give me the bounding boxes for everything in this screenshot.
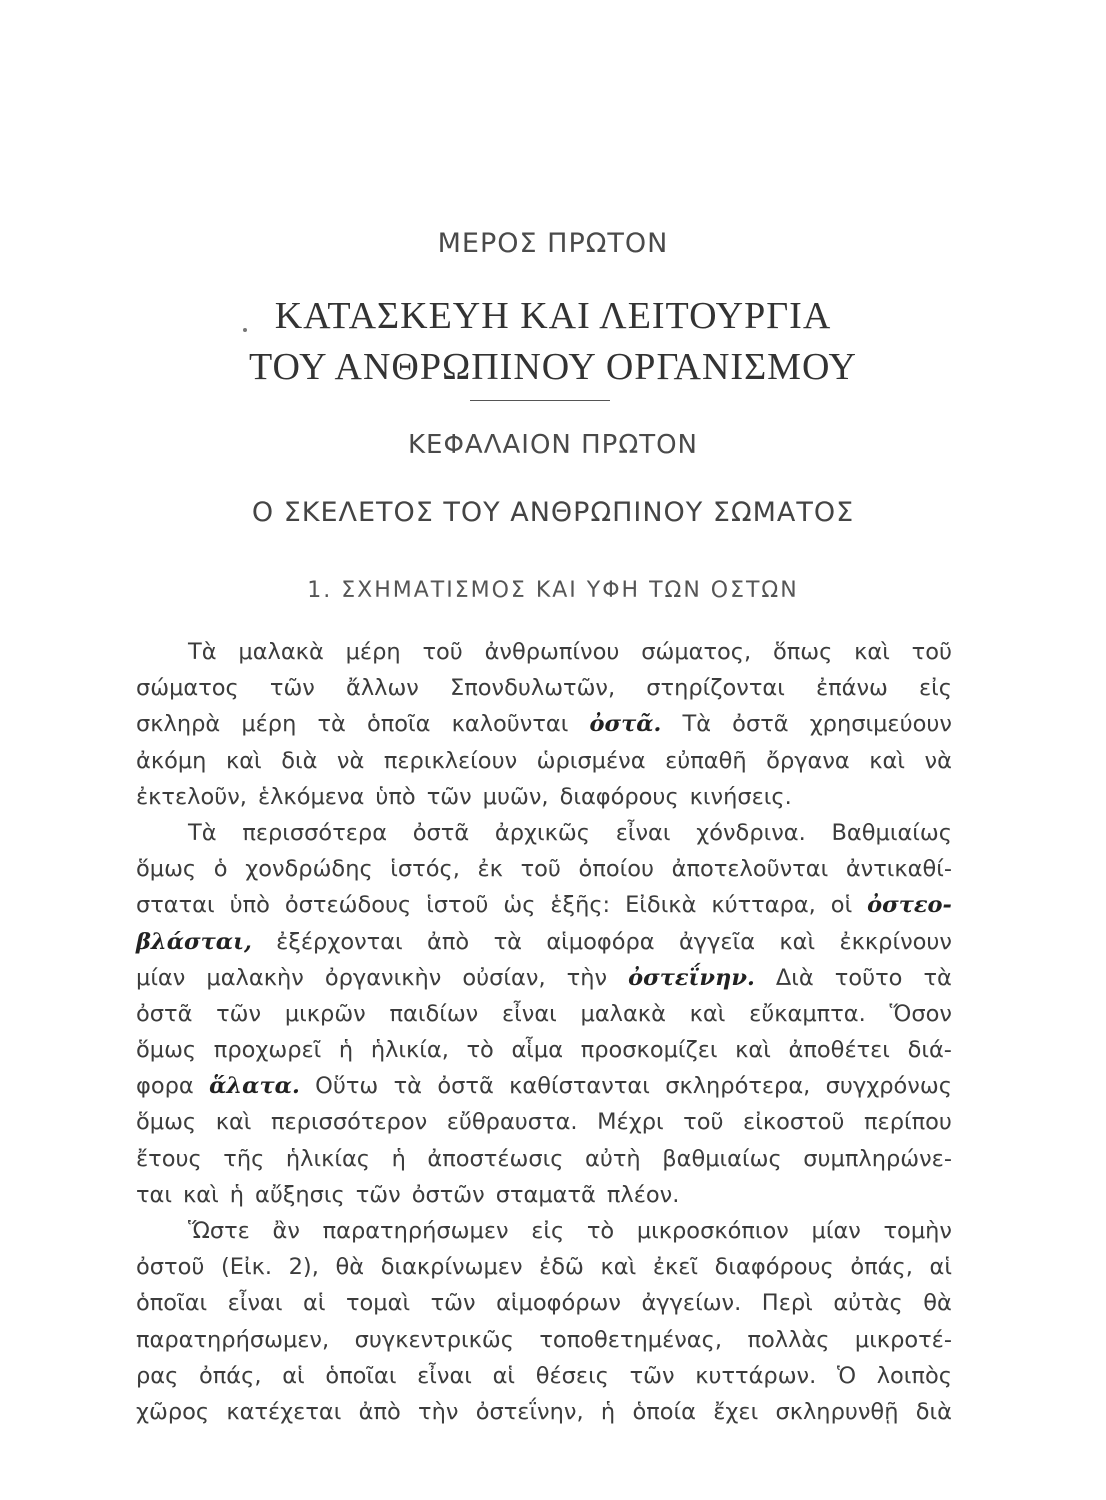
word: ἀγγείων.: [641, 1290, 742, 1317]
chapter-heading: ΚΕΦΑΛΑΙΟΝ ΠΡΩΤΟΝ: [407, 430, 699, 460]
word: αἱ: [929, 1254, 952, 1281]
word: διά-: [907, 1037, 952, 1064]
word: καὶ: [779, 928, 816, 955]
word: περικλείουν: [383, 747, 518, 774]
word: καὶ: [183, 1181, 219, 1208]
word: θὰ: [335, 1254, 365, 1281]
word: λοιπὸς: [876, 1362, 952, 1389]
text-line: [136, 670, 952, 706]
title-divider: [470, 400, 610, 401]
word: ἐκ: [477, 856, 503, 883]
word: καὶ: [225, 747, 262, 774]
word: οἱ: [830, 892, 853, 919]
word: μέρη: [241, 711, 297, 738]
word: ὀπάς,: [850, 1254, 913, 1281]
word: αὐτὴ: [585, 1145, 641, 1172]
word: κινήσεις.: [689, 783, 792, 810]
word: ἔχει: [713, 1398, 759, 1425]
word: ὁποῖαι: [325, 1362, 397, 1389]
text-line: [136, 743, 952, 779]
word: χόνδρινα.: [696, 819, 806, 846]
word: ἀρχικῶς: [494, 819, 590, 846]
word: ὀστᾶ: [136, 1000, 193, 1027]
word: ἔτους: [136, 1145, 202, 1172]
word: τοποθετημένας,: [539, 1326, 722, 1353]
main-title-line-2: ΤΟΥ ΑΝΘΡΩΠΙΝΟΥ ΟΡΓΑΝΙΣΜΟΥ: [249, 346, 857, 388]
word: κύτταρα,: [711, 892, 816, 919]
word: οὐσίαν,: [462, 964, 546, 991]
word: μίαν: [811, 1218, 861, 1244]
body-text: [136, 634, 952, 1430]
text-line: [136, 887, 952, 923]
word: Ὁ: [836, 1362, 857, 1389]
word: διὰ: [915, 1398, 952, 1425]
word: ἀπὸ: [358, 1398, 401, 1425]
text-line: [136, 1394, 952, 1430]
word: καὶ: [854, 639, 890, 665]
word: τῆς: [223, 1145, 265, 1172]
word: ὅμως: [136, 1109, 197, 1136]
word: ἀκόμη: [136, 747, 207, 774]
word: ἀποστέωσις: [427, 1145, 564, 1172]
word: ὅπως: [772, 639, 833, 665]
word: αἱμοφόρων: [496, 1290, 621, 1317]
word: τῶν: [355, 1181, 401, 1208]
word: περίπου: [864, 1109, 952, 1136]
word: ὡς: [503, 892, 536, 919]
word: ἀντικαθί-: [845, 856, 952, 883]
word: ὄργανα: [766, 747, 850, 774]
word: ἂν: [272, 1218, 300, 1244]
word: σταται: [136, 892, 215, 919]
text-line: [136, 851, 952, 887]
word: στηρίζονται: [646, 675, 785, 702]
word: ἡ: [229, 1181, 244, 1208]
section-heading: 1. ΣΧΗΜΑΤΙΣΜΟΣ ΚΑΙ ΥΦΗ ΤΩΝ ΟΣΤΩΝ: [307, 578, 799, 603]
text-line: [136, 1032, 952, 1068]
word: καὶ: [689, 1000, 726, 1027]
word: ἐκτελοῦν,: [136, 783, 247, 810]
word: σκληρυνθῇ: [775, 1398, 899, 1425]
word: ὅμως: [136, 1037, 197, 1064]
text-line: [136, 779, 952, 815]
word: ἀγγεῖα: [678, 928, 756, 955]
word: παρατηρήσωμεν,: [136, 1326, 330, 1353]
text-line: [136, 815, 952, 851]
word: ὀστοῦ: [136, 1254, 205, 1281]
word: τὴν: [566, 964, 608, 991]
word: τοῦ: [911, 639, 952, 665]
word: τὰ: [317, 711, 346, 738]
word: χῶρος: [136, 1398, 210, 1425]
word: πολλὰς: [747, 1326, 830, 1353]
word: τομὴν: [883, 1218, 952, 1244]
word: ὑπὸ: [229, 892, 270, 919]
word: τῶν: [629, 1362, 675, 1389]
word: περισσότερα: [242, 819, 388, 846]
word: εἶναι: [615, 819, 671, 846]
word: (Εἰκ.: [220, 1254, 272, 1281]
word: προσκομίζει: [580, 1037, 718, 1064]
word: αἱ: [282, 1362, 305, 1389]
word: καλοῦνται: [451, 711, 569, 738]
text-line: [136, 706, 952, 742]
word: ὁποῖα: [366, 711, 431, 738]
word: συγκεντρικῶς: [354, 1326, 514, 1353]
word: συγχρόνως: [825, 1073, 952, 1100]
word: σκληρότερα,: [665, 1073, 811, 1100]
word: 2),: [288, 1254, 319, 1281]
word: ὀστᾶ.: [589, 711, 662, 738]
word: εὐπαθῆ: [665, 747, 747, 774]
word: διαφόρους: [714, 1254, 834, 1281]
word: σώματος,: [641, 639, 752, 665]
word: τὰ: [493, 928, 522, 955]
word: φορα: [136, 1073, 194, 1100]
word: ἐδῶ: [539, 1254, 584, 1281]
text-line: [136, 1249, 952, 1285]
word: ὀστεο-: [867, 892, 952, 919]
word: ἡ: [391, 1145, 406, 1172]
word: παρατηρήσωμεν: [322, 1218, 509, 1244]
text-line: [136, 1213, 952, 1249]
word: περισσότερον: [270, 1109, 428, 1136]
word: ὁποῖαι: [136, 1290, 208, 1317]
word: ὀστᾶ: [437, 1073, 494, 1100]
word: ὀστεώδους: [284, 892, 412, 919]
word: τῶν: [430, 1290, 476, 1317]
word: βλάσται,: [136, 928, 252, 955]
word: αἱ: [492, 1362, 516, 1389]
word: ἐκεῖ: [652, 1254, 699, 1281]
word: εἶναι: [501, 1000, 557, 1027]
text-line: [136, 1358, 952, 1394]
word: Εἰδικὰ: [625, 892, 697, 919]
word: αἱμοφόρα: [546, 928, 655, 955]
word: τῶν: [426, 783, 472, 810]
word: τὸ: [466, 1037, 494, 1064]
word: ἑλκόμενα: [257, 783, 365, 810]
word: ἡ: [600, 1398, 616, 1425]
word: ὡρισμένα: [536, 747, 646, 774]
text-line: [136, 1141, 952, 1177]
word: μικρῶν: [284, 1000, 366, 1027]
word: βαθμιαίως: [662, 1145, 782, 1172]
word: μυῶν,: [482, 783, 549, 810]
word: μαλακὴν: [206, 964, 304, 991]
word: παιδίων: [389, 1000, 479, 1027]
word: ἀνθρωπίνου: [484, 639, 620, 665]
part-heading: ΜΕΡΟΣ ΠΡΩΤΟΝ: [437, 228, 669, 259]
word: χρησιμεύουν: [809, 711, 952, 738]
word: Οὕτω: [315, 1073, 379, 1100]
word: θέσεις: [535, 1362, 609, 1389]
word: εἶναι: [227, 1290, 283, 1317]
word: καὶ: [735, 1037, 771, 1064]
word: προχωρεῖ: [213, 1037, 322, 1064]
word: Ὅσον: [889, 1000, 952, 1027]
word: νὰ: [336, 747, 365, 774]
word: ὁ: [213, 856, 228, 883]
word: ὑπὸ: [375, 783, 416, 810]
word: νὰ: [924, 747, 952, 774]
word: τῶν: [269, 675, 315, 702]
word: εἰκοστοῦ: [743, 1109, 845, 1136]
text-line: [136, 924, 952, 960]
word: μαλακὰ: [580, 1000, 666, 1027]
word: αὔξησις: [254, 1181, 345, 1208]
word: διακρίνωμεν: [380, 1254, 523, 1281]
word: χονδρώδης: [245, 856, 373, 883]
word: συμπληρώνε-: [803, 1145, 952, 1172]
word: ἄλλων: [346, 675, 419, 702]
word: κυττάρων.: [695, 1362, 817, 1389]
word: ὀστεΐνην.: [628, 964, 755, 991]
word: διὰ: [281, 747, 318, 774]
word: μικροτέ-: [854, 1326, 952, 1353]
word: Τὰ: [188, 639, 217, 665]
chapter-title: Ο ΣΚΕΛΕΤΟΣ ΤΟΥ ΑΝΘΡΩΠΙΝΟΥ ΣΩΜΑΤΟΣ: [251, 497, 855, 528]
text-line: [136, 1177, 952, 1213]
main-title-line-1: ΚΑΤΑΣΚΕΥΗ ΚΑΙ ΛΕΙΤΟΥΡΓΙΑ: [274, 295, 832, 337]
word: ἀποτελοῦνται: [671, 856, 829, 883]
text-line: [136, 1322, 952, 1358]
word: τοῦτο: [834, 964, 903, 991]
word: ὀστῶν: [411, 1181, 485, 1208]
word: πλέον.: [606, 1181, 680, 1208]
word: καὶ: [600, 1254, 637, 1281]
word: ἡ: [338, 1037, 354, 1064]
word: μαλακὰ: [238, 639, 324, 665]
word: ἑξῆς:: [550, 892, 611, 919]
word: ἱστοῦ: [426, 892, 489, 919]
word: αἱ: [303, 1290, 326, 1317]
word: σκληρὰ: [136, 711, 221, 738]
text-line: [136, 960, 952, 996]
text-line: [136, 1068, 952, 1104]
text-line: [136, 996, 952, 1032]
word: ὀστᾶ: [412, 819, 470, 846]
word: αὐτὰς: [833, 1290, 903, 1317]
word: ἐξέρχονται: [276, 928, 403, 955]
word: εἰς: [919, 675, 952, 702]
word: τῶν: [216, 1000, 262, 1027]
word: ὀστᾶ: [732, 711, 789, 738]
word: ἐκκρίνουν: [839, 928, 952, 955]
word: Ὥστε: [188, 1218, 250, 1244]
word: τομαὶ: [345, 1290, 411, 1317]
word: τοῦ: [520, 856, 561, 883]
word: ἀπὸ: [427, 928, 470, 955]
word: εἶναι: [417, 1362, 472, 1389]
word: Τὰ: [682, 711, 712, 738]
word: τὰ: [393, 1073, 423, 1100]
word: ἱστός,: [390, 856, 460, 883]
word: ὅμως: [136, 856, 197, 883]
word: καθίστανται: [509, 1073, 650, 1100]
text-line: [136, 1285, 952, 1321]
word: κατέχεται: [226, 1398, 342, 1425]
word: ἀποθέτει: [788, 1037, 890, 1064]
word: Σπονδυλωτῶν,: [450, 675, 616, 702]
word: ται: [136, 1181, 172, 1208]
word: τοῦ: [683, 1109, 724, 1136]
word: σταματᾶ: [495, 1181, 596, 1208]
word: ὀργανικὴν: [324, 964, 442, 991]
word: τὸ: [586, 1218, 615, 1244]
word: αἷμα: [511, 1037, 564, 1064]
text-line: [136, 1104, 952, 1140]
word: ὀπάς,: [199, 1362, 262, 1389]
word: τὰ: [923, 964, 952, 991]
word: σώματος: [136, 675, 239, 702]
word: Διὰ: [775, 964, 814, 991]
word: ἡλικία,: [370, 1037, 449, 1064]
word: εἰς: [531, 1218, 565, 1244]
text-line: [136, 634, 952, 670]
word: ἐπάνω: [815, 675, 888, 702]
word: ὁποίου: [578, 856, 655, 883]
word: θὰ: [923, 1290, 952, 1317]
word: μίαν: [136, 964, 186, 991]
word: ὀστεΐνην,: [475, 1398, 584, 1425]
word: Τὰ: [188, 819, 217, 846]
word: καὶ: [869, 747, 906, 774]
word: Μέχρι: [597, 1109, 664, 1136]
word: ἅλατα.: [209, 1073, 300, 1100]
word: τὴν: [418, 1398, 459, 1425]
word: εὔκαμπτα.: [749, 1000, 866, 1027]
word: τοῦ: [422, 639, 463, 665]
word: καὶ: [215, 1109, 252, 1136]
word: Περὶ: [761, 1290, 813, 1317]
word: εὔθραυστα.: [446, 1109, 578, 1136]
word: ἡλικίας: [285, 1145, 370, 1172]
word: ὁποία: [632, 1398, 696, 1425]
word: Βαθμιαίως: [831, 819, 952, 846]
word: διαφόρους: [559, 783, 679, 810]
word: μέρη: [345, 639, 401, 665]
word: μικροσκόπιον: [636, 1218, 789, 1244]
word: ρας: [136, 1362, 179, 1389]
